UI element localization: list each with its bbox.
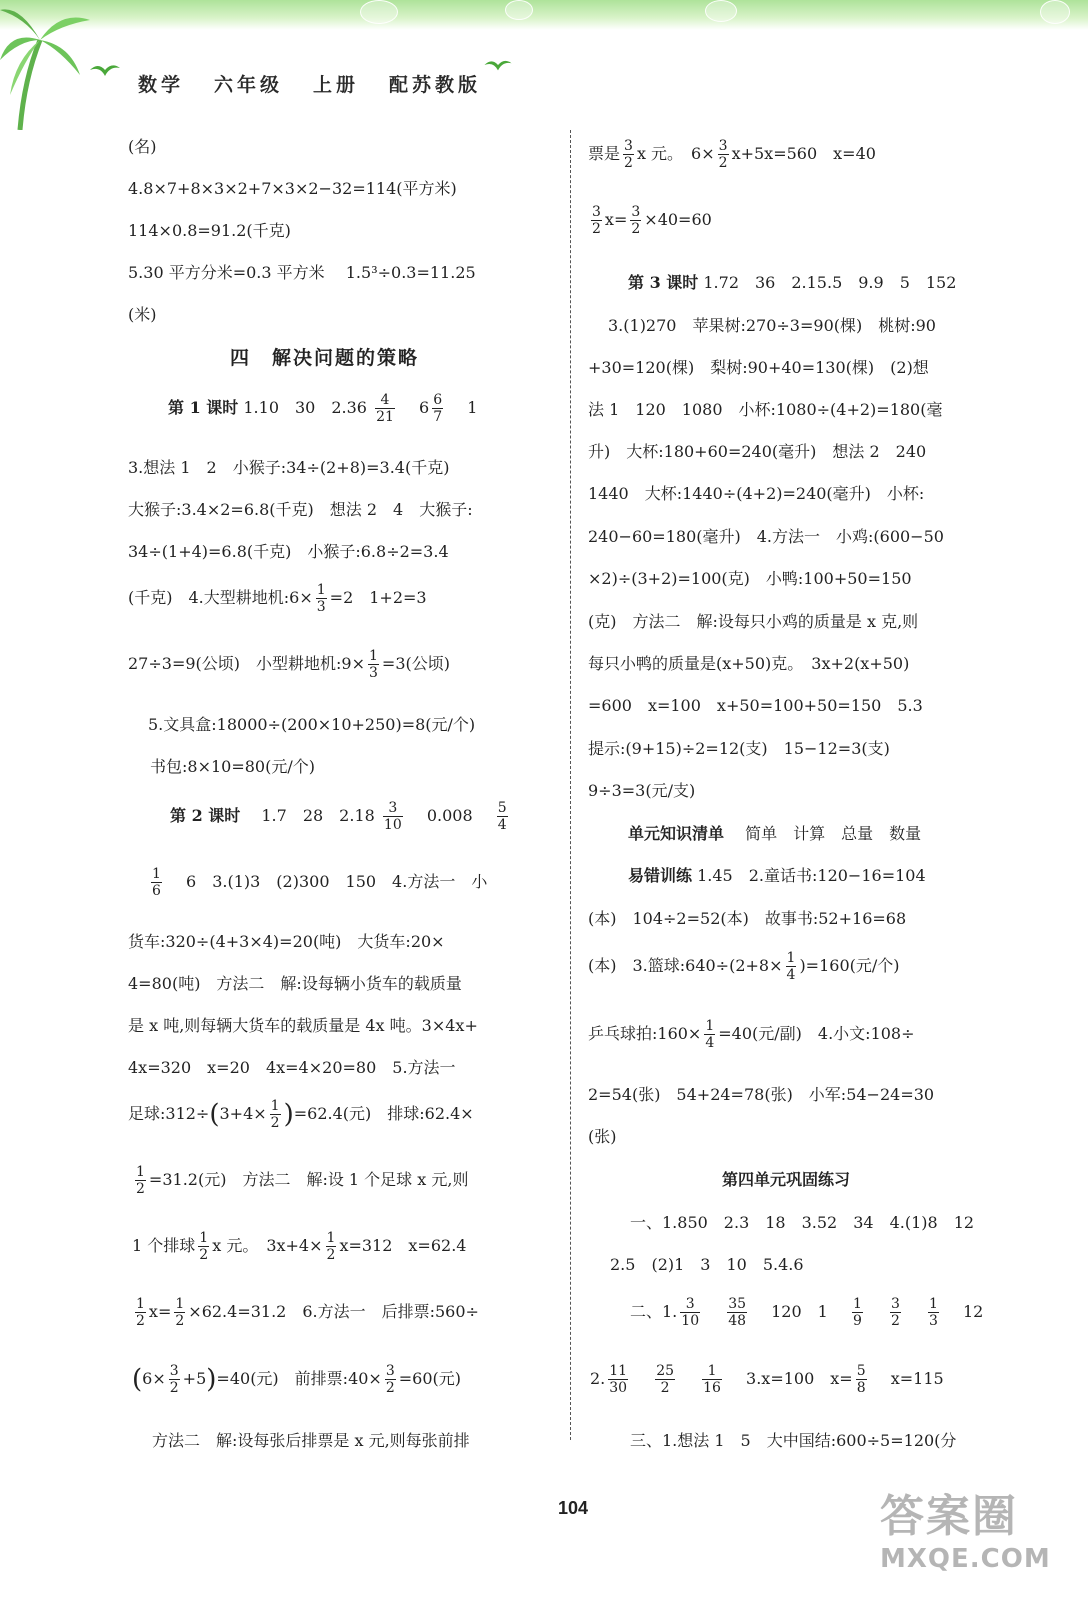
- answer-line: 三、1.想法 1 5 大中国结:600÷5=120(分: [630, 1431, 957, 1450]
- lesson-label: 第 1 课时: [168, 398, 239, 417]
- answer-line: 法 1 120 1080 小杯:1080÷(4+2)=180(毫: [588, 400, 943, 419]
- answer-line: 书包:8×10=80(元/个): [150, 757, 315, 776]
- answer-text: 1 个排球: [132, 1236, 196, 1255]
- answer-text: x=115: [890, 1369, 944, 1388]
- fraction: $\frac{4}{21}$: [376, 392, 394, 425]
- answer-line: 4.8×7+8×3×2+7×3×2−32=114(平方米): [128, 179, 457, 198]
- answer-line: 34÷(1+4)=6.8(千克) 小猴子:6.8÷2=3.4: [128, 542, 449, 561]
- edition-label: 配苏教版: [389, 74, 482, 96]
- answer-line: 3.(1)270 苹果树:270÷3=90(棵) 桃树:90: [608, 316, 936, 335]
- answer-text: x=: [148, 1302, 172, 1321]
- answer-line: (6× $\frac{3}{2}$ +5)=40(元) 前排票:40× $\frac{3}{2}$ =60(元): [132, 1363, 462, 1396]
- answer-text: 足球:312÷: [128, 1104, 210, 1123]
- answer-line: 1440 大杯:1440÷(4+2)=240(毫升) 小杯:: [588, 484, 925, 503]
- site-watermark: [880, 1480, 1070, 1590]
- answer-text: x 元。 3x+4×: [212, 1236, 323, 1255]
- answer-line: [168, 392, 477, 425]
- answer-line: [630, 1296, 983, 1329]
- fraction: $\frac{1}{2}$: [199, 1230, 209, 1263]
- answer-line: 升) 大杯:180+60=240(毫升) 想法 2 240: [588, 442, 927, 461]
- fraction: $\frac{3}{2}$: [385, 1363, 395, 1396]
- answer-line: 方法二 解:设每张后排票是 x 元,则每张前排: [152, 1431, 470, 1450]
- fraction: $\frac{3}{2}$: [624, 138, 633, 171]
- answer-line: 114×0.8=91.2(千克): [128, 221, 291, 240]
- grade-label: 六年级: [214, 74, 284, 96]
- answer-line: 3.想法 1 2 小猴子:34÷(2+8)=3.4(千克): [128, 458, 450, 477]
- answer-line: 240−60=180(毫升) 4.方法一 小鸡:(600−50: [588, 527, 944, 546]
- answer-text: =2 1+2=3: [329, 588, 427, 607]
- decorative-bubble: [705, 0, 737, 22]
- fraction: $\frac{3}{2}$: [592, 204, 601, 237]
- answer-text: x 元。 6×: [636, 144, 715, 163]
- subject-label: 数学: [138, 74, 185, 96]
- fraction: $\frac{3}{2}$: [890, 1296, 900, 1329]
- answer-line: [132, 1296, 479, 1329]
- column-divider: [570, 130, 571, 1440]
- answer-text: 1.5³÷0.3=11.25: [345, 263, 476, 282]
- answer-text: )=160(元/个): [799, 956, 900, 975]
- fraction: $\frac{1}{4}$: [786, 950, 796, 983]
- answer-text: ×40=60: [644, 210, 712, 229]
- answer-text: 3.x=100 x=: [746, 1369, 853, 1388]
- answer-line: =600 x=100 x+50=100+50=150 5.3: [588, 696, 923, 715]
- fraction: $\frac{3}{2}$: [631, 204, 641, 237]
- answer-line: [128, 582, 427, 615]
- book-header: [138, 70, 511, 97]
- lesson-label: 第 2 课时: [170, 806, 241, 825]
- bird-icon: [90, 60, 120, 80]
- fraction: $\frac{1}{2}$: [326, 1230, 336, 1263]
- answer-text: =31.2(元) 方法二 解:设 1 个足球 x 元,则: [148, 1170, 469, 1189]
- watermark-logo: 答案圈: [880, 1491, 1018, 1542]
- fraction: $\frac{6}{7}$: [433, 392, 443, 425]
- answer-text: 简单 计算 总量 数量: [745, 824, 922, 843]
- answer-text: x+5x=560 x=40: [731, 144, 876, 163]
- answer-text: =62.4(元) 排球:62.4×: [293, 1104, 474, 1123]
- answer-line: (本) 104÷2=52(本) 故事书:52+16=68: [588, 909, 907, 928]
- answer-text: (千克) 4.大型耕地机:6×: [128, 588, 313, 607]
- answer-line: [588, 950, 900, 983]
- answer-text: 3+4×: [219, 1104, 267, 1123]
- answer-text: ×62.4=31.2 6.方法一 后排票:560÷: [188, 1302, 479, 1321]
- fraction: $\frac{3}{2}$: [718, 138, 728, 171]
- answer-line: [128, 260, 476, 283]
- fraction: $\frac{1}{2}$: [136, 1164, 145, 1197]
- answer-text: 1.45 2.童话书:120−16=104: [697, 866, 926, 885]
- answer-line: [628, 821, 921, 844]
- decorative-bubble: [505, 0, 533, 20]
- answer-text: 1.10 30 2.36: [243, 398, 367, 417]
- volume-label: 上册: [313, 74, 360, 96]
- answer-line: 4=80(吨) 方法二 解:设每辆小货车的载质量: [128, 974, 462, 993]
- answer-text: =40(元) 前排票:40×: [216, 1369, 382, 1388]
- answer-line: 是 x 吨,则每辆大货车的载质量是 4x 吨。3×4x+: [128, 1016, 478, 1035]
- answer-line: [132, 1164, 468, 1197]
- fraction: $\frac{1}{9}$: [852, 1296, 862, 1329]
- answer-text: +5: [182, 1369, 207, 1388]
- answer-line: [128, 648, 450, 681]
- answer-line: 提示:(9+15)÷2=12(支) 15−12=3(支): [588, 739, 890, 758]
- header-banner: [0, 0, 1088, 30]
- lesson-label: 第 3 课时: [628, 273, 699, 292]
- answer-line: (张): [588, 1127, 617, 1146]
- page-number: 104: [558, 1498, 589, 1518]
- answer-line: 9÷3=3(元/支): [588, 781, 696, 800]
- fraction: $\frac{5}{4}$: [497, 800, 507, 833]
- section-subtitle: 第四单元巩固练习: [722, 1170, 851, 1189]
- decorative-bubble: [360, 0, 398, 24]
- answer-line: [628, 863, 926, 886]
- lesson-label: 易错训练: [628, 866, 693, 885]
- fraction: $\frac{3}{10}$: [681, 1296, 700, 1329]
- fraction: $\frac{35}{48}$: [728, 1296, 747, 1329]
- answer-line: [590, 1363, 944, 1396]
- answer-text: 票是: [588, 144, 621, 163]
- answer-text: 1.72 36 2.15.5 9.9 5 152: [703, 273, 957, 292]
- answer-line: [628, 270, 956, 293]
- answer-text: x=: [604, 210, 628, 229]
- watermark-url: MXQE.COM: [880, 1544, 1051, 1574]
- fraction: $\frac{1}{4}$: [705, 1018, 715, 1051]
- fraction: $\frac{1}{6}$: [152, 866, 161, 899]
- decorative-bubble: [1040, 0, 1070, 24]
- fraction: $\frac{11}{30}$: [609, 1363, 628, 1396]
- answer-line: (米): [128, 305, 157, 324]
- fraction: $\frac{1}{2}$: [136, 1296, 145, 1329]
- answer-text: 6×: [142, 1369, 166, 1388]
- answer-line: +30=120(棵) 梨树:90+40=130(棵) (2)想: [588, 358, 929, 377]
- fraction: $\frac{1}{3}$: [316, 582, 326, 615]
- answer-text: x=312 x=62.4: [339, 1236, 467, 1255]
- answer-text: =40(元/副) 4.小文:108÷: [718, 1024, 915, 1043]
- answer-line: (名): [128, 137, 157, 156]
- answer-line: 2=54(张) 54+24=78(张) 小军:54−24=30: [588, 1085, 935, 1104]
- answer-line: 货车:320÷(4+3×4)=20(吨) 大货车:20×: [128, 932, 445, 951]
- fraction: $\frac{3}{2}$: [169, 1363, 179, 1396]
- answer-line: [132, 1230, 466, 1263]
- answer-line: 一、1.850 2.3 18 3.52 34 4.(1)8 12: [630, 1213, 975, 1232]
- answer-text: 1.7 28 2.18: [261, 806, 375, 825]
- answer-text: 6 3.(1)3 (2)300 150 4.方法一 小: [186, 872, 488, 891]
- answer-text: 6: [419, 398, 430, 417]
- answer-text: 12: [963, 1302, 984, 1321]
- fraction: $\frac{25}{2}$: [656, 1363, 675, 1396]
- answer-line: ×2)÷(3+2)=100(克) 小鸭:100+50=150: [588, 569, 912, 588]
- answer-line: 4x=320 x=20 4x=4×20=80 5.方法一: [128, 1058, 456, 1077]
- answer-text: 27÷3=9(公顷) 小型耕地机:9×: [128, 654, 365, 673]
- fraction: $\frac{1}{16}$: [703, 1363, 721, 1396]
- answer-text: 2.: [590, 1369, 606, 1388]
- answer-line: [588, 204, 712, 237]
- answer-line: [148, 866, 487, 899]
- answer-text: 乒乓球拍:160×: [588, 1024, 702, 1043]
- section-title: 四 解决问题的策略: [230, 347, 420, 369]
- answer-text: 120 1: [771, 1302, 828, 1321]
- fraction: $\frac{1}{3}$: [369, 648, 378, 681]
- answer-text: 1: [467, 398, 478, 417]
- answer-line: [170, 800, 511, 833]
- fraction: $\frac{1}{2}$: [175, 1296, 185, 1329]
- answer-line: (克) 方法二 解:设每只小鸡的质量是 x 克,则: [588, 612, 919, 631]
- fraction: $\frac{1}{2}$: [270, 1098, 280, 1131]
- answer-line: 2.5 (2)1 3 10 5.4.6: [610, 1255, 804, 1274]
- lesson-label: 单元知识清单: [628, 824, 725, 843]
- answer-line: 大猴子:3.4×2=6.8(千克) 想法 2 4 大猴子:: [128, 500, 473, 519]
- answer-line: 每只小鸭的质量是(x+50)克。 3x+2(x+50): [588, 654, 910, 673]
- answer-text: =60(元): [398, 1369, 462, 1388]
- answer-line: 5.文具盒:18000÷(200×10+250)=8(元/个): [148, 715, 476, 734]
- fraction: $\frac{5}{8}$: [856, 1363, 866, 1396]
- answer-line: [588, 1018, 915, 1051]
- answer-line: [588, 138, 876, 171]
- answer-text: 0.008: [426, 806, 473, 825]
- answer-text: =3(公顷): [381, 654, 450, 673]
- fraction: $\frac{1}{3}$: [928, 1296, 938, 1329]
- answer-text: (本) 3.篮球:640÷(2+8×: [588, 956, 783, 975]
- answer-text: 二、1.: [630, 1302, 678, 1321]
- answer-text: 5.30 平方分米=0.3 平方米: [128, 263, 325, 282]
- answer-line: 足球:312÷(3+4× $\frac{1}{2}$ )=62.4(元) 排球:62.4×: [128, 1098, 474, 1131]
- fraction: $\frac{3}{10}$: [383, 800, 402, 833]
